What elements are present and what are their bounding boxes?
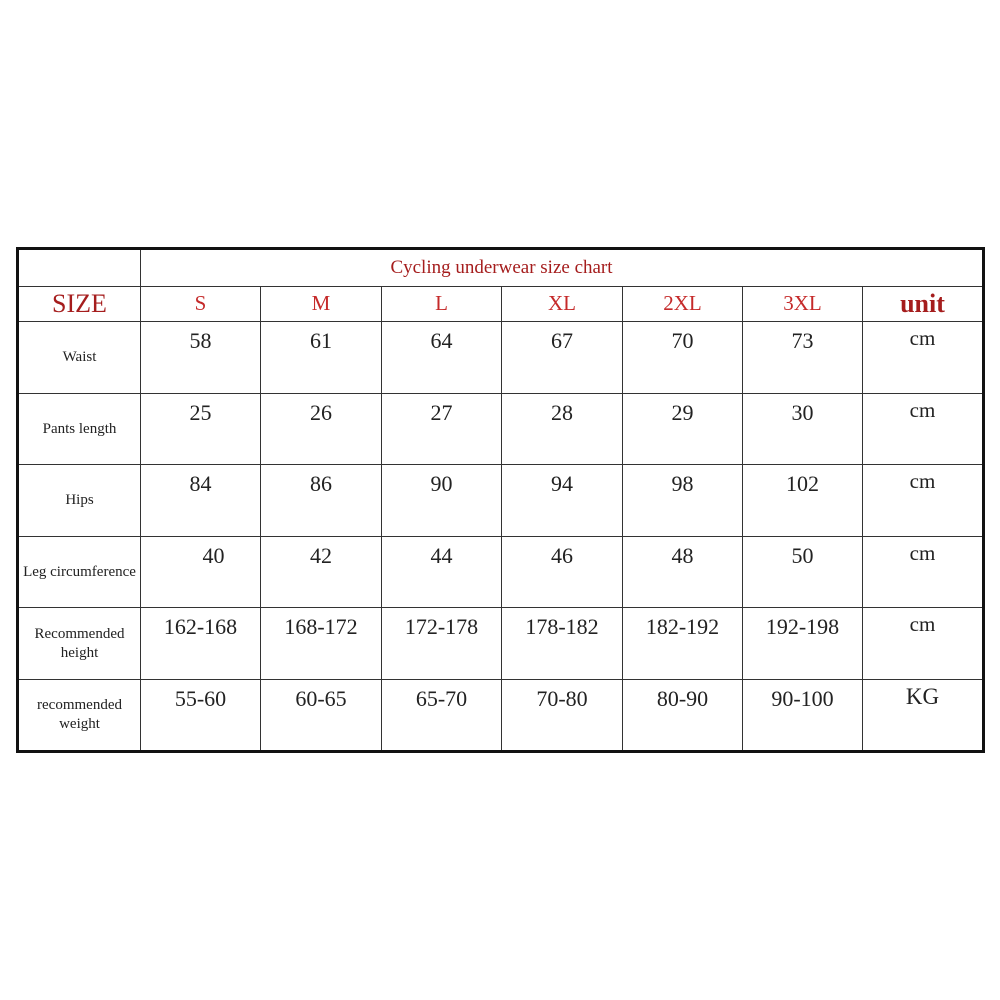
table-cell: 60-65 — [295, 686, 347, 711]
table-cell: 28 — [551, 400, 573, 425]
row-label: recommended weight — [37, 697, 122, 732]
size-chart-table — [16, 247, 985, 753]
unit-cell: cm — [909, 469, 936, 493]
unit-cell: cm — [909, 612, 936, 636]
unit-cell: cm — [909, 541, 936, 565]
unit-header: unit — [900, 288, 945, 318]
size-column-header: S — [194, 291, 207, 315]
table-cell: 48 — [671, 543, 694, 568]
row-label: Pants length — [42, 420, 117, 437]
row-label: Recommended height — [34, 625, 125, 661]
size-column-header: L — [435, 291, 448, 315]
table-cell: 50 — [791, 543, 814, 568]
table-cell: 98 — [671, 471, 694, 496]
table-cell: 94 — [551, 471, 573, 496]
table-cell: 42 — [310, 543, 332, 568]
table-cell: 102 — [786, 471, 819, 496]
table-cell: 80-90 — [656, 686, 709, 711]
table-cell: 46 — [551, 543, 573, 568]
size-header: SIZE — [52, 288, 107, 318]
size-column-header: M — [311, 291, 331, 315]
table-cell: 70 — [671, 328, 694, 353]
unit-cell: KG — [905, 684, 940, 709]
table-cell: 25 — [189, 400, 212, 425]
table-cell: 70-80 — [536, 686, 588, 711]
row-label: Leg circumference — [23, 563, 136, 580]
table-cell: 162-168 — [163, 614, 238, 639]
table-cell: 73 — [791, 328, 814, 353]
size-column-header: 2XL — [663, 291, 702, 315]
table-cell: 192-198 — [765, 614, 840, 639]
table-cell: 55-60 — [174, 686, 227, 711]
unit-cell: cm — [909, 326, 936, 350]
table-cell: 172-178 — [404, 614, 479, 639]
row-label: Hips — [65, 492, 94, 508]
table-cell: 29 — [671, 400, 694, 425]
table-cell: 44 — [430, 543, 453, 568]
table-cell: 26 — [310, 400, 332, 425]
size-column-header: XL — [548, 291, 576, 315]
table-cell: 61 — [310, 328, 332, 353]
table-cell: 67 — [551, 328, 573, 353]
table-cell: 84 — [189, 471, 212, 496]
table-cell: 90-100 — [771, 686, 834, 711]
table-cell: 168-172 — [284, 614, 358, 639]
row-label: Waist — [62, 349, 97, 365]
chart-title: Cycling underwear size chart — [390, 257, 613, 278]
table-cell: 86 — [310, 471, 332, 496]
table-cell: 182-192 — [645, 614, 720, 639]
table-cell: 58 — [189, 328, 212, 353]
table-cell: 40 — [202, 543, 225, 568]
table-cell: 30 — [791, 400, 814, 425]
table-cell: 90 — [430, 471, 453, 496]
unit-cell: cm — [909, 398, 936, 422]
table-cell: 65-70 — [415, 686, 468, 711]
table-cell: 27 — [430, 400, 453, 425]
table-cell: 178-182 — [525, 614, 599, 639]
size-column-header: 3XL — [783, 291, 822, 315]
table-cell: 64 — [430, 328, 453, 353]
